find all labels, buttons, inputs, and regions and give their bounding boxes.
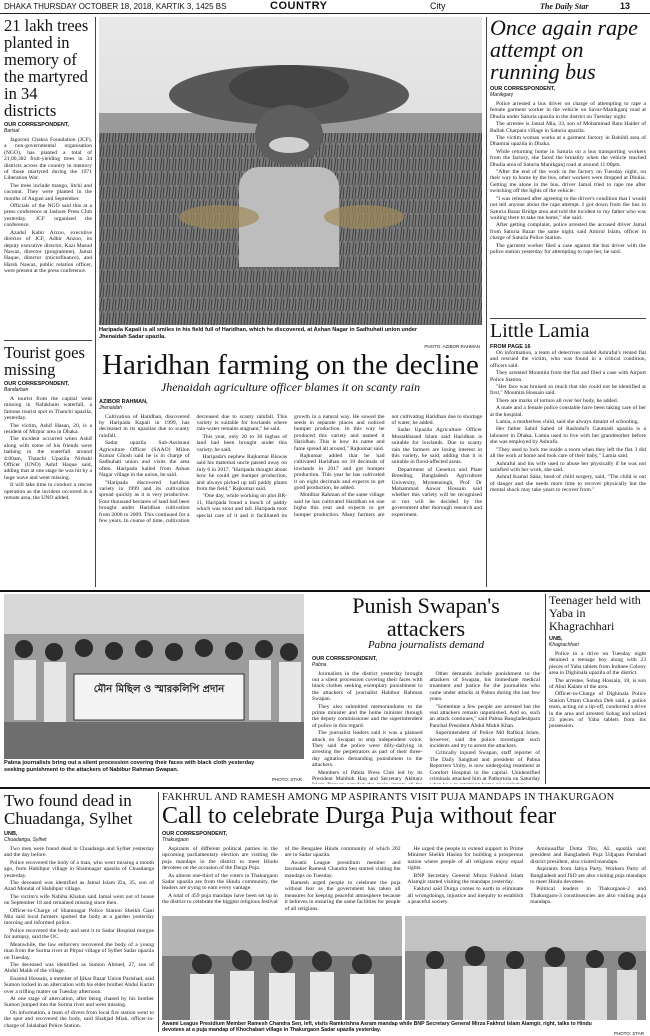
article-body — [312, 671, 540, 784]
paragraph: The victim woman works at a garment factory in Bahildi area of Dhamrai upazila in Dhaka. — [490, 135, 646, 148]
paragraph: "They used to lock me inside a room when they left the flat. I did all the work at home and took care of their baby," Lamia said. — [490, 446, 646, 460]
paragraph: Motilbar Rahman of the same village said he has cultivated Haridhan on one bigha this year and expects to get bumper production. Many farmers are not cultivating Haridhan due to shortage of water, he added. — [294, 413, 482, 518]
dateline: Khagrachhari — [549, 642, 579, 648]
haridhan-field-photo — [99, 17, 482, 325]
paragraph: He urged the people to extend support to Prime Minister Sheikh Hasina for building a prosperous nation where people of all religions enjoy equal rights. — [407, 846, 524, 872]
paragraph: The victim, Ashif Hasan, 20, is a resident of Mirpur area in Dhaka. — [4, 422, 92, 436]
dateline: Bandarban — [4, 387, 29, 393]
story-tourist-missing — [4, 344, 92, 584]
paragraph: A total of 459 puja mandaps have been set up in the district to celebrate the biggest religious festival of the Bengalee Hindu community of which 202 are in Sadar upazila. — [162, 846, 401, 906]
paragraph: Members of Pabna Press Club led by its President Mahbub Haq and Secretary Akhtarz — [312, 769, 423, 783]
paragraph: They arrested Moumita from the flat and filed a case with Airport Police Station. — [490, 370, 646, 383]
column-divider — [95, 17, 96, 587]
article-body — [162, 846, 646, 913]
column-divider — [158, 792, 159, 1032]
section-divider — [0, 590, 650, 592]
story-durga-puja — [162, 792, 646, 914]
paragraph: Rajkumar added that he had cultivated Haridhan on 10 decimals of lowlands in 2017 and got bumper production. This year he has cultivated it on eight decimals and expects to get good production, he added. — [294, 453, 385, 492]
subheadline: Jhenaidah agriculture officer blames it on scanty rain — [160, 380, 421, 394]
durga-mandap-photo-right — [405, 916, 646, 1020]
paragraph: Political leaders in Thakurgaon-2 and Thakurgaon-3 constituencies are also visiting puja mandaps. — [530, 886, 646, 906]
paragraph: This year, only 20 to 30 bighas of land had been brought under this variety, he said. — [196, 433, 287, 453]
procession-image — [4, 594, 304, 759]
paragraph: Haripada's nephew Rajkumar Biswas said his maternal uncle passed away on July 6 in 2017. "Haripada thought about how he could get bumper production, and always picked up tall paddy plants from the field," Rajkumar said. — [196, 454, 287, 493]
paragraph: Meanwhile, the law enforcers recovered the body of a young man from the Surma river at Pirpur village of Sylhet Sadar upazila on Tuesday. — [4, 941, 154, 961]
photo-caption: Haripada Kapali is all smiles in his field full of Haridhan, which he discovered, at Ashan Nagar in Sadhuhati union under Jhenaidah Sadar upazila. — [99, 327, 418, 340]
paragraph: Officer-in-Charge of Shamnagar Police Station Sheikh Gani Mia said local farmers spotted the body at a garden yesterday morning and informed police. — [4, 907, 154, 927]
byline: UNB, — [4, 831, 18, 837]
headline: Call to celebrate Durga Puja without fear — [162, 803, 557, 830]
paragraph: Sadar upazila Sub-Assistant Agriculture Officer (SAAO) Milon Kumar Ghosh said he is in charge of Sadhuhati union and visits the area often. Haripada hailed from Ashan Nagar village in the union, he said. — [99, 440, 190, 479]
main-photo-caption — [99, 327, 482, 349]
devotees-talk-image — [405, 916, 646, 1020]
headline: Two found dead in Chuadanga, Sylhet — [4, 792, 133, 828]
paragraph: "One day, while working on plot BR-11, Haripada found a bunch of paddy which was stout and tall. Haripada took special care of it and it facilitated its growth in a natural way. He sowed the seeds in separate places and noticed bumper production. In this way he produced this variety and named it Haridhan. This is how its name and fame spread all around," Rajkumar said. — [196, 413, 385, 519]
paragraph: It will take time to conduct a rescue operation as the incident occurred in a remote area, the UNO added. — [4, 482, 92, 502]
story-punish-swapan — [312, 594, 540, 784]
procession-banner: মৌন মিছিল ও স্মারকলিপি প্রদান — [93, 684, 225, 695]
paragraph: Journalists in the district yesterday brought out a silent procession covering their faces with black clothes seeking exemplary punishment to the attackers of journalist Habibur Rahman Swapan. — [312, 670, 423, 703]
headline: Tourist goes missing — [4, 344, 85, 379]
section-subtitle: City — [430, 1, 446, 11]
kicker: FAKHRUL AND RAMESH AMONG MP ASPIRANTS VISIT PUJA MANDAPS IN THAKURGAON — [162, 792, 615, 803]
paragraph: They also submitted memorandums to the prime minister and the home minister through the deputy commissioner and the superintendent of police in this regard. — [312, 703, 423, 729]
paragraph: Police in a drive on Tuesday night detained a teenage boy along with 23 pieces of Yaba tablets from Indinee Colony area in Dighinala upazila of the district. — [549, 651, 646, 677]
paragraph: Police arrested a bus driver on charge of attempting to rape a female garment worker in the vehicle on Savar-Manikganj road at Dhulia under Saturia upazila in the district on Tuesday night. — [490, 101, 646, 120]
byline: OUR CORRESPONDENT, — [4, 122, 70, 128]
paragraph: Aminusaffar Dutta Titu, AL upazila unit president and Bangladesh Puja Udjapan Parishad district president, also visited mandaps. — [530, 846, 646, 865]
paragraph: At one stage of altercation, after being chased by his brother Sumon jumped into the Surma river and went missing. — [4, 995, 154, 1009]
article-body — [490, 101, 646, 255]
paragraph: There are marks of torture all over her body, he added. — [496, 397, 619, 404]
dateline: Manikganj — [490, 92, 513, 98]
photo-caption: Awami League Presidium Member Ramesh Chandra Sen, left, visits Ramkrishna Asram mandap while BNP Secretary General Mirza Fakhrul Islam Alamgir, right, talks to Hindu devotees at a puja mandap of Khochabari village in Thakurgaon Sadar upazila yesterday. — [162, 1021, 592, 1033]
paragraph: The journalist leaders said it was a planned attack on Swapan to stop independent voice. They said the police were dilly-dallying in arresting the perpetrators as part of their three-day agitation demanding punishment to the attackers. — [312, 730, 423, 769]
photo-credit: PHOTO: STAR — [613, 1031, 644, 1036]
photo-credit: PHOTO: STAR — [271, 777, 302, 782]
durga-mandap-photo-left — [162, 916, 402, 1020]
story-haridhan — [99, 350, 482, 587]
byline: OUR CORRESPONDENT, — [162, 831, 228, 838]
paragraph: "Sometime a few people are arrested but the real attackers remain unpunished. And so, such an attack continues," said Pabna Bangladeshpara Panchal President Abdul Mukit Khan. — [429, 703, 540, 729]
headline: 21 lakh trees planted in memory of the martyred in 34 districts — [4, 17, 89, 120]
paragraph: Jagoroni Chakra Foundation (JCF), a non-governmental organisation (NGO), has planted a total of 21,00,382 fruit-yielding trees in 34 districts across the country in memory of those martyred during the 1971 Liberation War. — [4, 137, 92, 182]
paragraph: A male and a female police constable have been taking care of her at the hospital. — [490, 405, 646, 418]
headline: Once again rape attempt on running bus — [490, 17, 638, 84]
paragraph: The arrestee is Jamal Mia, 33, son of Mohammad Ratu Haider of Ballah Charpara village in Saturia upazila. — [490, 121, 646, 134]
paragraph: Lamia, a motherless child, said she always dreamt of schooling. — [496, 419, 639, 426]
paragraph: "Her face was bruised so much that she could not be identified at first," Moumita Hossain said. — [490, 384, 646, 397]
pabna-procession-photo — [4, 594, 304, 759]
paragraph: Police recovered the body of a man, who went missing a month ago, from Habibpur village in Shamnagar upazila of Chuadanga yesterday. — [4, 859, 154, 879]
story-little-lamia — [490, 321, 646, 587]
paragraph: Other demands include punishment to the attackers of Swapan, his immediate medical treatment and justice for the journalists who came under attacks at Pabna during the last few years. — [429, 670, 540, 703]
masthead-dateline: DHAKA THURSDAY OCTOBER 18, 2018, KARTIK 3, 1425 BS — [4, 2, 227, 11]
paragraph: Fakhrul said Durga comes to earth to eliminate all wrongdoings, injustice and inequity to establish a peaceful society. — [407, 886, 524, 906]
section-divider — [0, 787, 650, 789]
newspaper-logo: The Daily Star — [540, 2, 589, 11]
paragraph: As almost one-third of the voters in Thakurgaon Sadar upazila are from the Hindu community, the leaders are trying to earn every vantage. — [162, 872, 278, 892]
paragraph: Aspirants of different political parties in the upcoming parliamentary election are visiting the puja mandaps in the district to meet Hindu devotees on the occasion of the Durga Puja. — [162, 846, 278, 872]
paragraph: Two men were found dead in Chuadanga and Sylhet yesterday and the day before. — [4, 846, 154, 859]
paragraph: On information, a team of detectives raided Ashraful's rented flat and rescued the victim, who was found in a critical condition, officers said. — [490, 350, 646, 369]
page-number: 13 — [620, 1, 631, 11]
story-rape-attempt-bus — [490, 17, 646, 317]
paragraph: Cultivation of Haridhan, discovered by Haripada Kapali in 1999, has decreased in its upazilas due to scanty rainfall. — [99, 413, 190, 439]
paragraph: Her father Sahid Sahed of Rashidul's Gaumadi upazila is a labourer in Dhaka. Lamia used to live with her grandmother before she was employed by Ashrafu. — [490, 426, 646, 446]
dateline: Barisal — [4, 128, 20, 134]
paragraph: Police recovered the body and sent it to Sadar Hospital morgue for autopsy, said the OC. — [4, 927, 154, 941]
byline: FROM PAGE 16 — [490, 344, 531, 350]
byline: AZIBOR RAHMAN, — [99, 398, 148, 405]
paragraph: "I was released after agreeing to the driver's condition that I would not tell anyone about the rape attempt. I got down from the bus in Saturia Bazar Bridge area and told the incident to my father who was waiting there to take me home," she said. — [490, 195, 646, 221]
paragraph: Ashraful and his wife used to abuse her physically if he was not satisfied with her work, she said. — [490, 460, 646, 473]
paragraph: The victim's wife Nabiha Khatun said Jamal went out of house on September 18 and remained missing since then. — [4, 893, 154, 907]
headline: Little Lamia — [490, 321, 590, 342]
headline: Teenager held with Yaba in Khagrachhari — [549, 594, 641, 633]
mandap-visit-image — [162, 916, 402, 1020]
article-body — [490, 350, 646, 494]
paragraph: The incident occurred when Ashif along with some of his friends were bathing in the waterfall around 4:00am, Thanchi Upazila Nirbahi Officer (UNO) Ashif Haque said, adding that at one stage he was hit by a huge wave and went missing. — [4, 436, 92, 481]
headline: Haridhan farming on the decline — [102, 350, 479, 381]
byline: OUR CORRESPONDENT, — [4, 381, 70, 387]
paragraph: Ramesh urged people to celebrate the puja without fear as the government has taken all measures for keeping peaceful atmosphere because it believes in ensuring the same facilities for people of all religions. — [284, 880, 401, 912]
paragraph: The deceased was identified as Sumon Ahmed, 27, son of Abdul Malik of the village. — [4, 961, 154, 975]
paragraph: Officials of the NGO said this at a press conference at Jashore Press Club yesterday. JCF organised the conference. — [4, 203, 92, 229]
paragraph: The arrestee, Sohag Hossain, 18, is son of Abul Kalam of the area. — [549, 677, 646, 691]
dateline: Jhenaidah — [99, 404, 123, 411]
article-body — [4, 137, 92, 275]
story-two-dead — [4, 792, 154, 1034]
paragraph: Critically injured Swapan, staff reporter of The Daily Sangbad and president of Pabna Reporters Unity, is now undergoing treatment at Comfort Hospital in the capital. Unidentified criminals attacked him at Pathortola on Saturday — [429, 750, 540, 783]
punish-photo-caption — [4, 760, 304, 782]
paragraph: Sadar Upazila Agriculture Officer Mostakhsand Islam said Haridhan is suitable for lowlands. Due to scanty rain the farmers are losing interest in this variety, he said, adding that it is suitable in flood-affected areas. — [391, 427, 482, 466]
paragraph: On information, a team of divers from local fire station went to the spot and recovered the body, said Shahjad Miah, officer-in-charge of Jalalabad Police Station. — [4, 1009, 154, 1029]
article-body — [549, 651, 646, 730]
article-body — [4, 396, 92, 502]
paragraph: Officer-in-Charge of Dighinala Police Station Uttam Chandra Deb said, a police team, acting on a tip-off, conducted a drive in the area and arrested Sohag and seized 23 pieces of Yaba tablets from his possession. — [549, 691, 646, 730]
column-divider — [545, 594, 546, 784]
story-teenager-yaba — [549, 594, 646, 784]
photo-credit: PHOTO: AZIBOR RAHMAN — [424, 344, 480, 349]
paragraph: "After the end of the work in the factory on Tuesday night, on their way to home by the bus, other workers were dropped at Dhulia. Getting me alone in the bus, driver Jamal tried to rape me after switching off the lights of the vehicle. — [490, 169, 646, 195]
headline: Punish Swapan's attackers — [352, 594, 500, 641]
divider — [4, 340, 92, 341]
paragraph: Superintendent of Police Md Rafikul Islam, however, said the police investigate such incidents and try to arrest the attackers. — [429, 730, 540, 750]
paragraph: Ashraf Kamal Saha, head of child surgery, said, "The child is out of danger and she needs more time to recover physically but the mental shock may take years to recover from." — [490, 474, 646, 494]
paragraph: The deceased was identified as Jamal Islam Zia, 35, son of Azad Mondal of Habibpur village. — [4, 880, 154, 893]
divider — [490, 318, 646, 319]
column-divider — [486, 17, 487, 587]
paragraph: Azadul Kabir Arzoo, executive director of JCF, Adhir Anzoo, its deputy executive director, Kazi Masud Nawaz, director (programme), Jamal Haque, director (microfinance), and Harsh Nawaz, public relation officer, were present at the press conference. — [4, 229, 92, 275]
article-body — [4, 846, 154, 1029]
dateline: Chuadanga, Sylhet — [4, 837, 47, 843]
paragraph: BNP Secretary General Mirza Fakhrul Islam Alamgir started visiting the mandaps yesterday. — [407, 872, 524, 886]
farmer-in-field-image — [99, 17, 482, 325]
paragraph: Awami League presidium member and lawmaker Ramesh Chandra Sen started visiting the mandaps on Tuesday. — [284, 859, 401, 879]
section-title: COUNTRY — [270, 0, 328, 12]
photo-caption: Pabna journalists bring out a silent procession covering their faces with black cloth yesterday seeking punishment to the attackers of Nabibur Rahman Swapan. — [4, 760, 255, 773]
paragraph: After getting complaint, police arrested the accused driver Jamal from Saturia Bazar the same night, said Amirul Islam, officer in charge of Saturia Police Station. — [490, 222, 646, 242]
paragraph: Department of Genetics and Plant Breeding, Bangladesh Agriculture University, Mymensingh, Prof Dr Mohammad Anwar Hossain said whether this variety will be recognised or not will be decided by the government after thorough research and experiment. — [391, 466, 482, 518]
paragraph: The garment worker filed a case against the bus driver with the police station yesterday for attempting to rape her, he said. — [490, 242, 646, 255]
byline: UNB, — [549, 636, 563, 642]
article-body — [99, 414, 482, 584]
paragraph: Enamul Hossain, a member of Ijikar Bazar Union Parishad, said Sumon locked in an altercation with his elder brother Abdul Karim over a trifling matter on Tuesday afternoon. — [4, 975, 154, 995]
subheadline: Pabna journalists demand — [367, 639, 485, 651]
paragraph: While returning home in Saturia on a bus transporting workers from the factory, she faced the brutality when the vehicle reached Dhulia area of Saturia Manikganj road at around 11:00pm. — [490, 148, 646, 168]
byline: OUR CORRESPONDENT, — [312, 655, 378, 662]
masthead — [0, 0, 650, 14]
paragraph: "Haripada discovered haridhan variety in 1999 and its cultivation spread quickly as it is very productive. Four thousand hectares of land had been brought under Haridhan cultivation from 2006 to 2009. This continued for a few years. In course of time, cultivation decreased due to scanty rainfall. This variety is suitable for lowlands where rain-water remains stagnant," he said. — [99, 413, 287, 525]
paragraph: A tourist from the capital went missing in Nafakhum waterfall, a famous tourist spot in Thanchi upazila, yesterday. — [4, 396, 92, 422]
paragraph: Aspirants from Jatiya Party, Workers Party of Bangladesh and JSD are also visiting puja mandaps to meet Hindu devotees. — [530, 866, 646, 886]
paragraph: The trees include mango, litchi and coconut. They were planted in the months of August and September. — [4, 182, 92, 202]
byline: OUR CORRESPONDENT, — [490, 86, 556, 92]
durga-photo-caption — [162, 1021, 646, 1036]
story-21-lakh-trees — [4, 17, 92, 339]
dateline: Pabna — [312, 661, 327, 668]
dateline: Thakurgaon — [162, 837, 189, 844]
